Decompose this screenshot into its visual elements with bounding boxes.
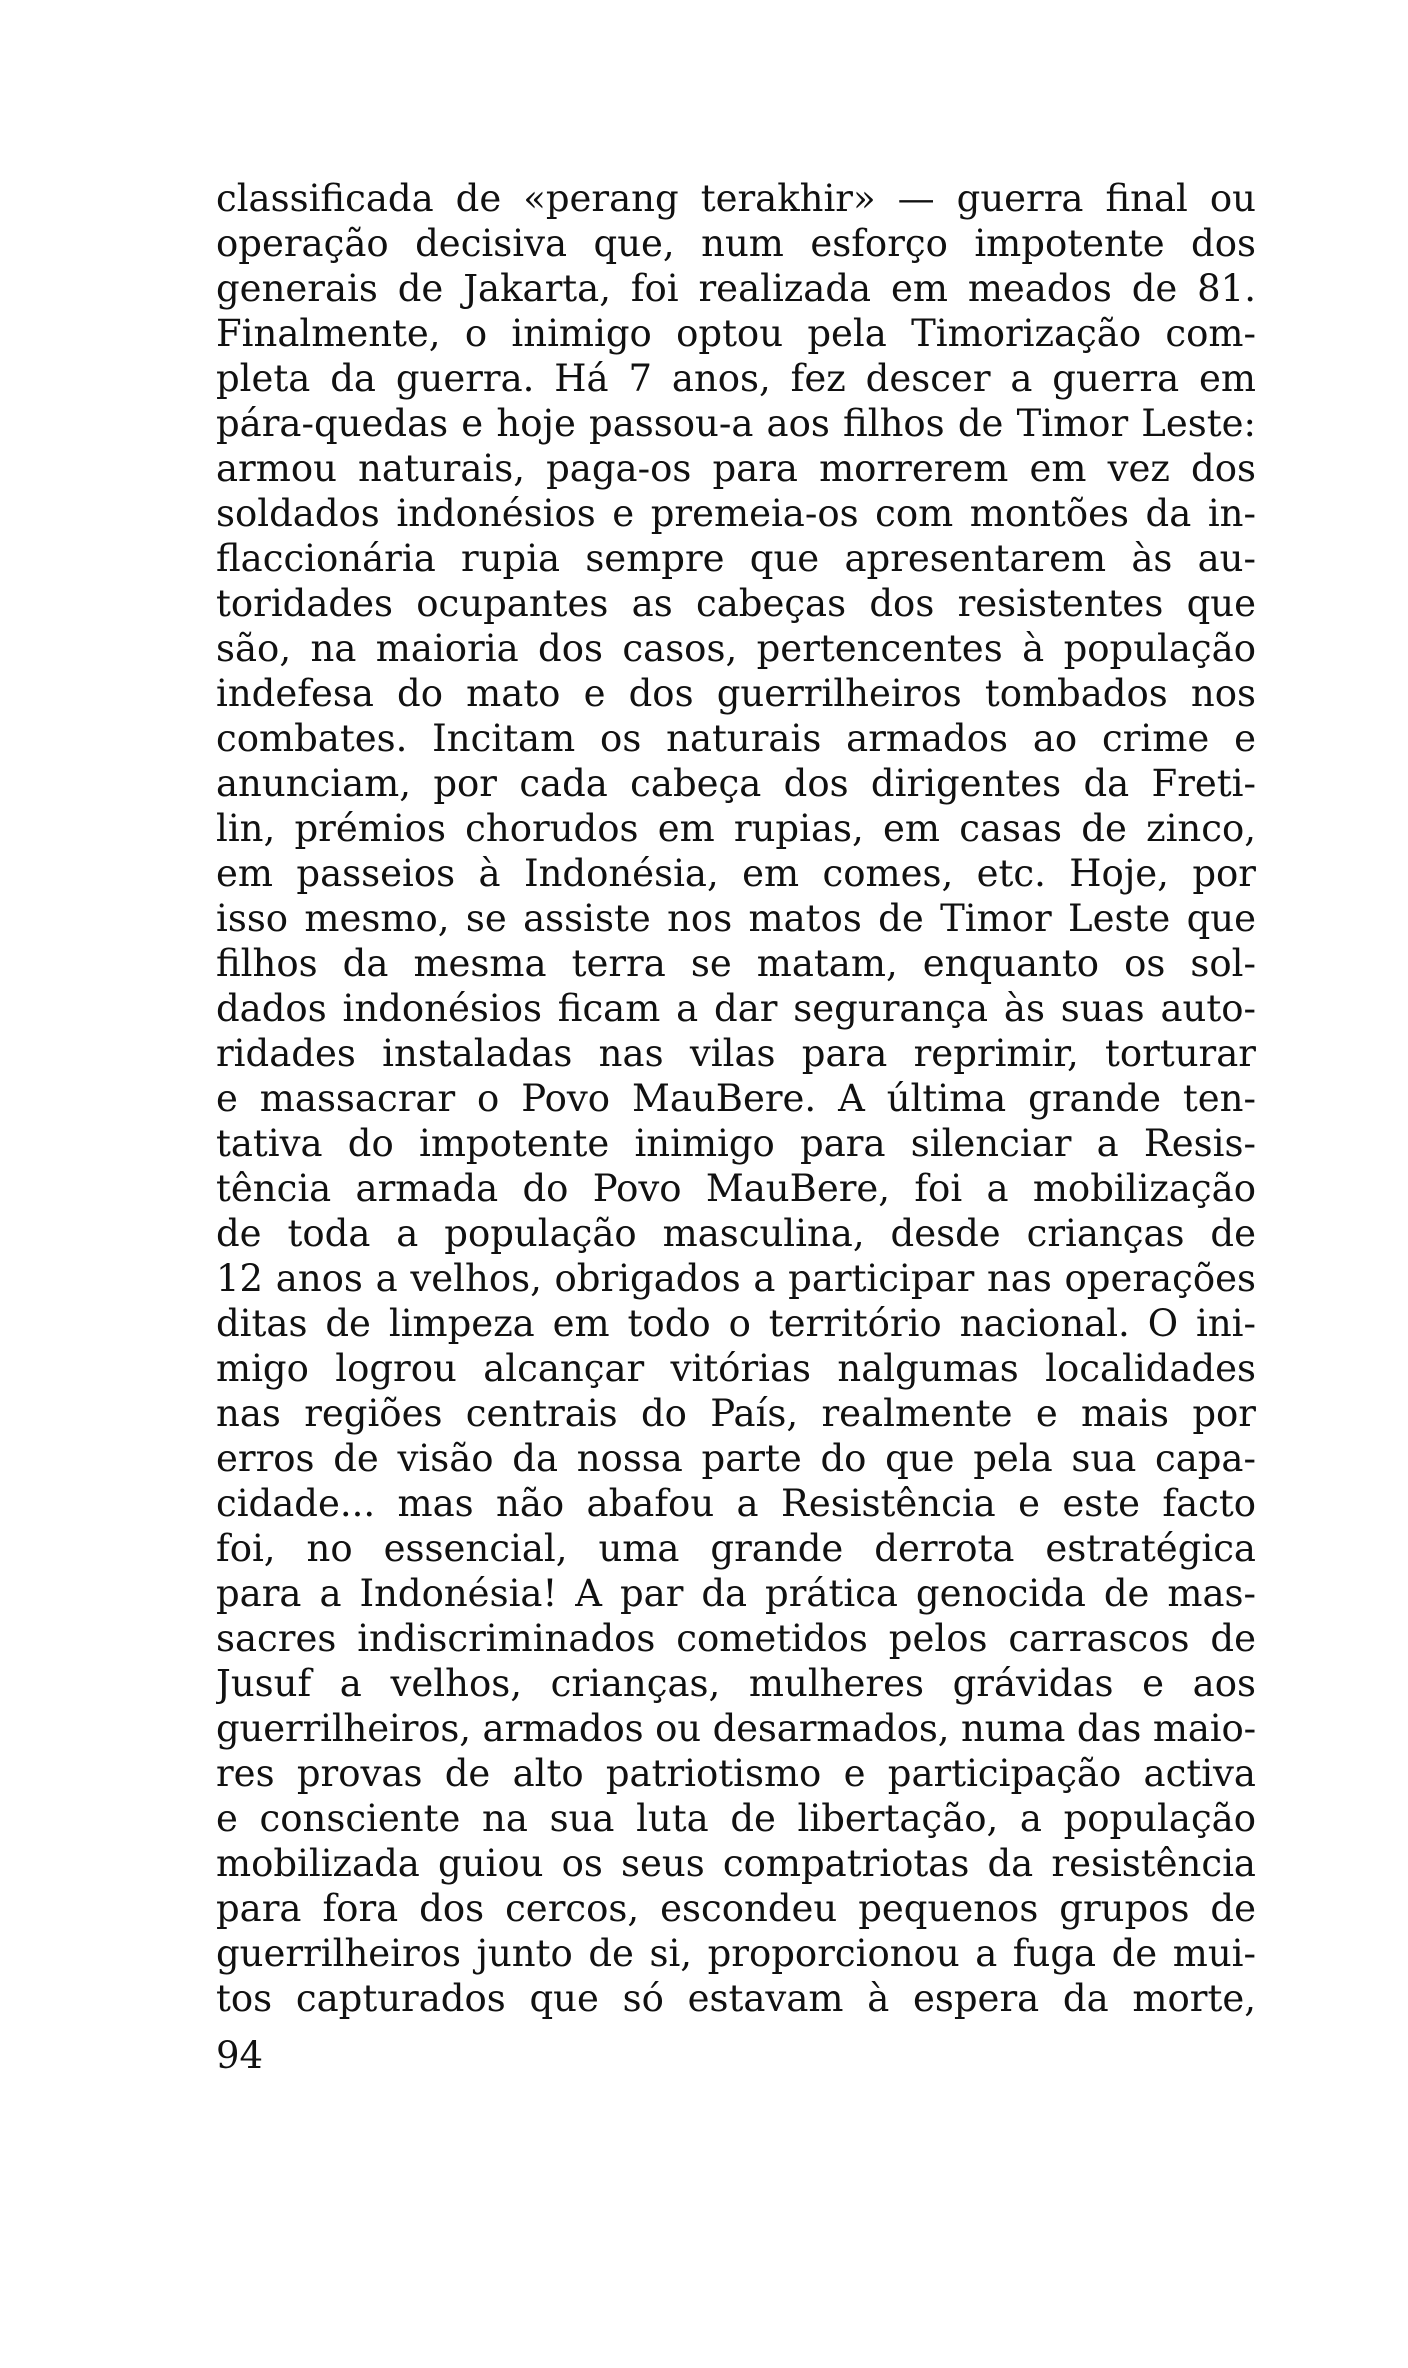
text-line: flaccionária rupia sempre que apresentarem às au- (216, 537, 1256, 580)
text-line: cidade... mas não abafou a Resistência e este facto (216, 1482, 1256, 1525)
text-line: nas regiões centrais do País, realmente e mais por (216, 1392, 1256, 1435)
text-line: foi, no essencial, uma grande derrota estratégica (216, 1527, 1256, 1570)
text-line: generais de Jakarta, foi realizada em meados de 81. (216, 267, 1256, 310)
text-line: isso mesmo, se assiste nos matos de Timor Leste que (216, 897, 1256, 940)
text-line: erros de visão da nossa parte do que pela sua capa- (216, 1437, 1256, 1480)
text-line: pleta da guerra. Há 7 anos, fez descer a guerra em (216, 357, 1256, 400)
text-line: anunciam, por cada cabeça dos dirigentes da Freti- (216, 762, 1256, 805)
text-line: de toda a população masculina, desde crianças de (216, 1212, 1256, 1255)
text-line: para a Indonésia! A par da prática genocida de mas- (216, 1572, 1256, 1615)
text-line: res provas de alto patriotismo e participação activa (216, 1752, 1256, 1795)
text-line: Finalmente, o inimigo optou pela Timorização com- (216, 312, 1256, 355)
text-line: dados indonésios ficam a dar segurança às suas auto- (216, 987, 1256, 1030)
text-line: operação decisiva que, num esforço impotente dos (216, 222, 1256, 265)
text-line: migo logrou alcançar vitórias nalgumas localidades (216, 1347, 1256, 1390)
text-line: toridades ocupantes as cabeças dos resistentes que (216, 582, 1256, 625)
text-line: ditas de limpeza em todo o território nacional. O ini- (216, 1302, 1256, 1345)
text-line: guerrilheiros, armados ou desarmados, numa das maio- (216, 1707, 1256, 1750)
body-text (216, 176, 1256, 2021)
text-line: mobilizada guiou os seus compatriotas da resistência (216, 1842, 1256, 1885)
text-line: tência armada do Povo MauBere, foi a mobilização (216, 1167, 1256, 1210)
text-line: classificada de «perang terakhir» — guerra final ou (216, 177, 1256, 220)
text-line: e consciente na sua luta de libertação, a população (216, 1797, 1256, 1840)
text-line: combates. Incitam os naturais armados ao crime e (216, 717, 1256, 760)
text-line: em passeios à Indonésia, em comes, etc. Hoje, por (216, 852, 1256, 895)
text-line: pára-quedas e hoje passou-a aos filhos de Timor Leste: (216, 402, 1256, 445)
text-line: filhos da mesma terra se matam, enquanto os sol- (216, 942, 1256, 985)
text-line: 12 anos a velhos, obrigados a participar nas operações (216, 1257, 1256, 1300)
text-line: tativa do impotente inimigo para silenciar a Resis- (216, 1122, 1256, 1165)
text-line: guerrilheiros junto de si, proporcionou a fuga de mui- (216, 1932, 1256, 1975)
text-line: indefesa do mato e dos guerrilheiros tombados nos (216, 672, 1256, 715)
text-line: sacres indiscriminados cometidos pelos carrascos de (216, 1617, 1256, 1660)
text-line: tos capturados que só estavam à espera da morte, (216, 1977, 1256, 2020)
text-line: e massacrar o Povo MauBere. A última grande ten- (216, 1077, 1256, 1120)
text-line: para fora dos cercos, escondeu pequenos grupos de (216, 1887, 1256, 1930)
text-line: soldados indonésios e premeia-os com montões da in- (216, 492, 1256, 535)
text-line: lin, prémios chorudos em rupias, em casas de zinco, (216, 807, 1256, 850)
text-line: Jusuf a velhos, crianças, mulheres grávidas e aos (216, 1662, 1256, 1705)
text-line: são, na maioria dos casos, pertencentes à população (216, 627, 1256, 670)
page-number: 94 (216, 2034, 264, 2077)
text-line: ridades instaladas nas vilas para reprimir, torturar (216, 1032, 1256, 1075)
text-line: armou naturais, paga-os para morrerem em vez dos (216, 447, 1256, 490)
